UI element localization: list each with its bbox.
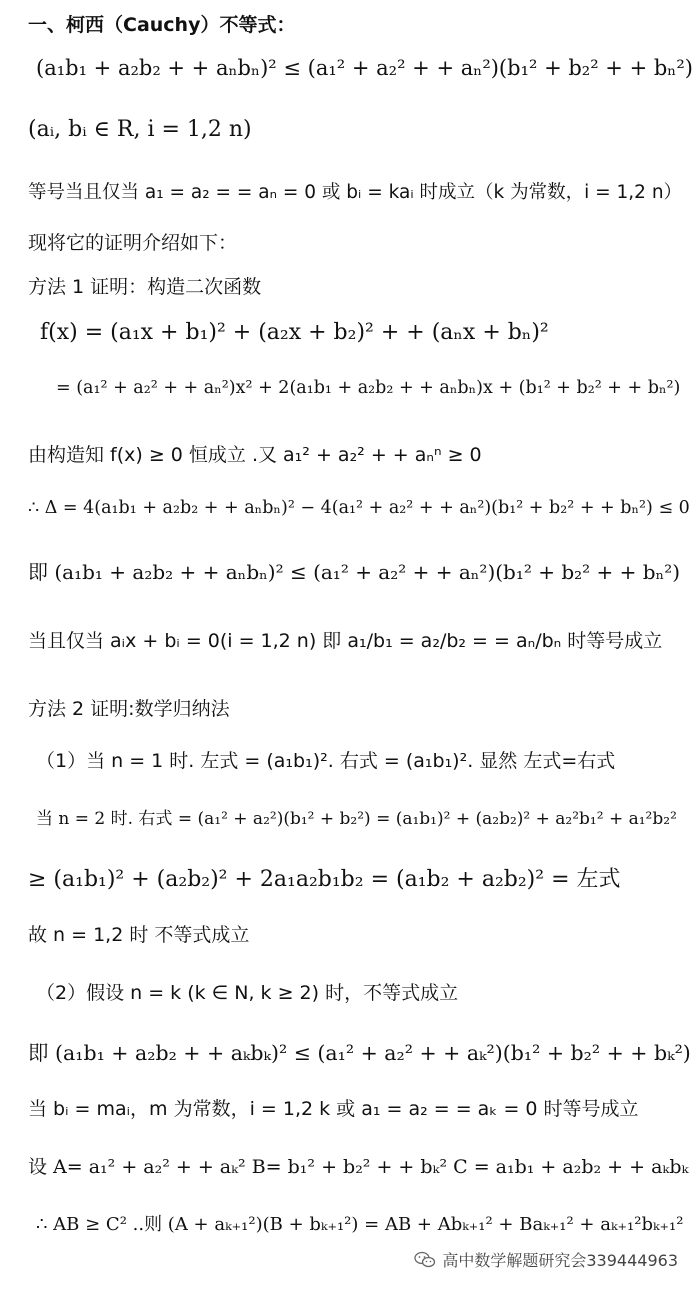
method-1-function-def: f(x) = (a₁x + b₁)² + (a₂x + b₂)² + + (aₙx + bₙ)² [40, 320, 549, 345]
method-2-header: 方法 2 证明:数学归纳法 [28, 698, 230, 720]
method-1-equality: 当且仅当 aᵢx + bᵢ = 0(i = 1,2 n) 即 a₁/b₁ = a₂/b₂ = = aₙ/bₙ 时等号成立 [28, 630, 663, 652]
method-1-header: 方法 1 证明：构造二次函数 [28, 276, 262, 298]
method-2-base-case: （1）当 n = 1 时. 左式 = (a₁b₁)². 右式 = (a₁b₁)². 显然 左式=右式 [36, 750, 616, 772]
method-2-product: ∴ AB ≥ C² ..则 (A + aₖ₊₁²)(B + bₖ₊₁²) = AB + Abₖ₊₁² + Baₖ₊₁² + aₖ₊₁²bₖ₊₁² [36, 1214, 684, 1235]
method-1-expansion: = (a₁² + a₂² + + aₙ²)x² + 2(a₁b₁ + a₂b₂ + + aₙbₙ)x + (b₁² + b₂² + + bₙ²) [56, 378, 681, 398]
method-2-n2-inequality: ≥ (a₁b₁)² + (a₂b₂)² + 2a₁a₂b₁b₂ = (a₁b₂ + a₂b₂)² = 左式 [28, 867, 621, 892]
method-1-conclusion: 即 (a₁b₁ + a₂b₂ + + aₙbₙ)² ≤ (a₁² + a₂² + + aₙ²)(b₁² + b₂² + + bₙ²) [28, 560, 681, 584]
watermark-text: 高中数学解题研究会339444963 [442, 1251, 678, 1270]
method-2-equality-case: 当 bᵢ = maᵢ，m 为常数，i = 1,2 k 或 a₁ = a₂ = = aₖ = 0 时等号成立 [28, 1098, 639, 1120]
method-1-nonnegative: 由构造知 f(x) ≥ 0 恒成立 .又 a₁² + a₂² + + aₙⁿ ≥ 0 [28, 444, 482, 466]
wechat-icon [414, 1251, 436, 1269]
proof-intro-text: 现将它的证明介绍如下： [28, 232, 238, 254]
method-2-base-conclusion: 故 n = 1,2 时 不等式成立 [28, 924, 250, 946]
method-1-discriminant: ∴ Δ = 4(a₁b₁ + a₂b₂ + + aₙbₙ)² − 4(a₁² + a₂² + + aₙ²)(b₁² + b₂² + + bₙ²) ≤ 0 [28, 498, 690, 518]
method-2-hypothesis: （2）假设 n = k (k ∈ N, k ≥ 2) 时，不等式成立 [36, 982, 459, 1004]
method-2-n2-case: 当 n = 2 时. 右式 = (a₁² + a₂²)(b₁² + b₂²) = (a₁b₁)² + (a₂b₂)² + a₂²b₁² + a₁²b₂² [36, 809, 677, 829]
section-title: 一、柯西（Cauchy）不等式： [28, 14, 296, 36]
method-2-hypothesis-formula: 即 (a₁b₁ + a₂b₂ + + aₖbₖ)² ≤ (a₁² + a₂² + + aₖ²)(b₁² + b₂² + + bₖ²) [28, 1041, 691, 1065]
equality-condition-text: 等号当且仅当 a₁ = a₂ = = aₙ = 0 或 bᵢ = kaᵢ 时成立（k 为常数，i = 1,2 n） [28, 182, 683, 203]
formula-condition: (aᵢ, bᵢ ∈ R, i = 1,2 n) [28, 117, 252, 142]
method-2-definitions: 设 A= a₁² + a₂² + + aₖ² B= b₁² + b₂² + + bₖ² C = a₁b₁ + a₂b₂ + + aₖbₖ [28, 1156, 689, 1178]
watermark [414, 1248, 678, 1271]
cauchy-inequality-formula: (a₁b₁ + a₂b₂ + + aₙbₙ)² ≤ (a₁² + a₂² + + aₙ²)(b₁² + b₂² + + bₙ²) [36, 56, 693, 80]
